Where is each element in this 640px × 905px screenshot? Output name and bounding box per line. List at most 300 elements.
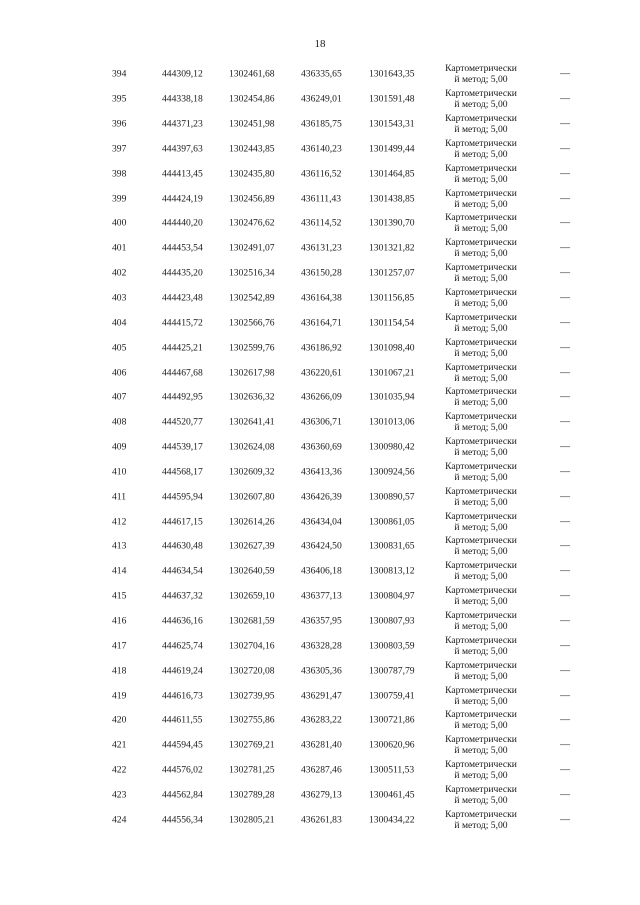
method-cell [437,660,525,682]
y-coordinate-1: 1302599,76 [229,342,275,354]
table-row [0,186,640,211]
table-row [0,782,640,807]
y-coordinate-1: 1302607,80 [229,491,275,503]
method-line-2: й метод; 5,00 [454,124,508,136]
method-cell [437,784,525,806]
dash-cell: — [560,690,570,702]
method-line-2: й метод; 5,00 [454,645,508,657]
method-line-1: Картометрически [445,386,517,398]
method-cell [437,212,525,234]
y-coordinate-1: 1302542,89 [229,292,275,304]
point-number: 402 [112,267,127,279]
y-coordinate-2: 1300980,42 [369,441,415,453]
dash-cell: — [560,217,570,229]
table-row [0,261,640,286]
method-cell [437,337,525,359]
table-row [0,509,640,534]
x-coordinate-1: 444338,18 [162,93,203,105]
table-row [0,733,640,758]
method-line-1: Картометрически [445,684,517,696]
x-coordinate-2: 436305,36 [301,665,342,677]
x-coordinate-1: 444625,74 [162,640,203,652]
method-cell [437,312,525,334]
x-coordinate-1: 444637,32 [162,590,203,602]
y-coordinate-2: 1301098,40 [369,342,415,354]
x-coordinate-2: 436131,23 [301,242,342,254]
y-coordinate-1: 1302805,21 [229,814,275,826]
point-number: 396 [112,118,127,130]
x-coordinate-1: 444492,95 [162,391,203,403]
x-coordinate-2: 436220,61 [301,367,342,379]
x-coordinate-1: 444440,20 [162,217,203,229]
y-coordinate-2: 1300434,22 [369,814,415,826]
method-line-1: Картометрически [445,709,517,721]
y-coordinate-1: 1302516,34 [229,267,275,279]
x-coordinate-2: 436434,04 [301,516,342,528]
x-coordinate-1: 444435,20 [162,267,203,279]
table-row [0,112,640,137]
coordinates-table [0,62,640,832]
method-cell [437,237,525,259]
method-line-2: й метод; 5,00 [454,372,508,384]
x-coordinate-2: 436357,95 [301,615,342,627]
method-line-1: Картометрически [445,535,517,547]
point-number: 421 [112,739,127,751]
dash-cell: — [560,143,570,155]
x-coordinate-2: 436281,40 [301,739,342,751]
method-cell [437,113,525,135]
method-line-1: Картометрически [445,734,517,746]
y-coordinate-1: 1302443,85 [229,143,275,155]
y-coordinate-1: 1302659,10 [229,590,275,602]
x-coordinate-1: 444397,63 [162,143,203,155]
x-coordinate-2: 436186,92 [301,342,342,354]
x-coordinate-1: 444424,19 [162,193,203,205]
method-cell [437,610,525,632]
x-coordinate-2: 436261,83 [301,814,342,826]
point-number: 417 [112,640,127,652]
dash-cell: — [560,491,570,503]
point-number: 419 [112,690,127,702]
point-number: 399 [112,193,127,205]
method-line-1: Картометрически [445,63,517,75]
method-cell [437,585,525,607]
table-row [0,137,640,162]
method-line-2: й метод; 5,00 [454,571,508,583]
y-coordinate-2: 1301067,21 [369,367,415,379]
x-coordinate-1: 444371,23 [162,118,203,130]
y-coordinate-1: 1302451,98 [229,118,275,130]
y-coordinate-1: 1302614,26 [229,516,275,528]
method-line-2: й метод; 5,00 [454,198,508,210]
method-line-2: й метод; 5,00 [454,99,508,111]
method-cell [437,461,525,483]
table-row [0,310,640,335]
y-coordinate-1: 1302739,95 [229,690,275,702]
x-coordinate-1: 444617,15 [162,516,203,528]
point-number: 405 [112,342,127,354]
y-coordinate-2: 1301643,35 [369,68,415,80]
method-line-1: Картометрически [445,634,517,646]
method-line-2: й метод; 5,00 [454,496,508,508]
dash-cell: — [560,416,570,428]
method-cell [437,188,525,210]
method-line-2: й метод; 5,00 [454,620,508,632]
table-row [0,435,640,460]
table-row [0,62,640,87]
method-line-2: й метод; 5,00 [454,521,508,533]
table-row [0,286,640,311]
x-coordinate-2: 436360,69 [301,441,342,453]
dash-cell: — [560,292,570,304]
x-coordinate-1: 444453,54 [162,242,203,254]
x-coordinate-2: 436249,01 [301,93,342,105]
y-coordinate-1: 1302476,62 [229,217,275,229]
y-coordinate-1: 1302640,59 [229,565,275,577]
method-line-2: й метод; 5,00 [454,74,508,86]
method-line-1: Картометрически [445,659,517,671]
point-number: 403 [112,292,127,304]
point-number: 406 [112,367,127,379]
x-coordinate-2: 436266,09 [301,391,342,403]
x-coordinate-1: 444634,54 [162,565,203,577]
x-coordinate-2: 436164,38 [301,292,342,304]
y-coordinate-1: 1302609,32 [229,466,275,478]
y-coordinate-2: 1301321,82 [369,242,415,254]
y-coordinate-1: 1302461,68 [229,68,275,80]
y-coordinate-2: 1300620,96 [369,739,415,751]
method-cell [437,88,525,110]
dash-cell: — [560,93,570,105]
method-cell [437,287,525,309]
method-line-2: й метод; 5,00 [454,794,508,806]
y-coordinate-2: 1301154,54 [369,317,415,329]
dash-cell: — [560,441,570,453]
table-row [0,758,640,783]
y-coordinate-2: 1301156,85 [369,292,415,304]
y-coordinate-2: 1301464,85 [369,168,415,180]
dash-cell: — [560,118,570,130]
point-number: 409 [112,441,127,453]
y-coordinate-2: 1300721,86 [369,714,415,726]
table-row [0,633,640,658]
x-coordinate-1: 444636,16 [162,615,203,627]
point-number: 424 [112,814,127,826]
table-row [0,161,640,186]
y-coordinate-1: 1302435,80 [229,168,275,180]
method-line-2: й метод; 5,00 [454,248,508,260]
method-line-1: Картометрически [445,783,517,795]
y-coordinate-2: 1301390,70 [369,217,415,229]
method-line-2: й метод; 5,00 [454,471,508,483]
x-coordinate-2: 436150,28 [301,267,342,279]
dash-cell: — [560,68,570,80]
x-coordinate-1: 444309,12 [162,68,203,80]
x-coordinate-1: 444616,73 [162,690,203,702]
method-line-2: й метод; 5,00 [454,397,508,409]
y-coordinate-1: 1302491,07 [229,242,275,254]
x-coordinate-2: 436377,13 [301,590,342,602]
method-cell [437,436,525,458]
dash-cell: — [560,789,570,801]
y-coordinate-1: 1302641,41 [229,416,275,428]
x-coordinate-2: 436413,36 [301,466,342,478]
x-coordinate-2: 436406,18 [301,565,342,577]
y-coordinate-1: 1302456,89 [229,193,275,205]
method-cell [437,685,525,707]
x-coordinate-1: 444423,48 [162,292,203,304]
y-coordinate-2: 1301499,44 [369,143,415,155]
method-cell [437,262,525,284]
y-coordinate-1: 1302789,28 [229,789,275,801]
method-line-2: й метод; 5,00 [454,720,508,732]
method-cell [437,362,525,384]
dash-cell: — [560,267,570,279]
point-number: 398 [112,168,127,180]
x-coordinate-1: 444594,45 [162,739,203,751]
x-coordinate-2: 436116,52 [301,168,342,180]
point-number: 423 [112,789,127,801]
method-line-2: й метод; 5,00 [454,298,508,310]
y-coordinate-2: 1300787,79 [369,665,415,677]
dash-cell: — [560,814,570,826]
point-number: 418 [112,665,127,677]
x-coordinate-1: 444539,17 [162,441,203,453]
x-coordinate-1: 444595,94 [162,491,203,503]
point-number: 420 [112,714,127,726]
method-line-2: й метод; 5,00 [454,422,508,434]
method-line-1: Картометрически [445,162,517,174]
x-coordinate-2: 436164,71 [301,317,342,329]
method-line-2: й метод; 5,00 [454,695,508,707]
method-line-2: й метод; 5,00 [454,322,508,334]
method-cell [437,709,525,731]
method-line-1: Картометрически [445,237,517,249]
method-line-2: й метод; 5,00 [454,148,508,160]
x-coordinate-2: 436335,65 [301,68,342,80]
x-coordinate-1: 444568,17 [162,466,203,478]
method-cell [437,411,525,433]
x-coordinate-2: 436426,39 [301,491,342,503]
y-coordinate-2: 1301013,06 [369,416,415,428]
x-coordinate-2: 436283,22 [301,714,342,726]
method-line-1: Картометрически [445,411,517,423]
y-coordinate-1: 1302636,32 [229,391,275,403]
y-coordinate-1: 1302704,16 [229,640,275,652]
point-number: 410 [112,466,127,478]
table-row [0,584,640,609]
y-coordinate-1: 1302781,25 [229,764,275,776]
y-coordinate-1: 1302566,76 [229,317,275,329]
y-coordinate-1: 1302627,39 [229,540,275,552]
y-coordinate-1: 1302755,86 [229,714,275,726]
method-cell [437,759,525,781]
y-coordinate-2: 1301591,48 [369,93,415,105]
y-coordinate-2: 1300803,59 [369,640,415,652]
y-coordinate-2: 1301257,07 [369,267,415,279]
method-line-1: Картометрически [445,460,517,472]
method-cell [437,535,525,557]
method-line-1: Картометрически [445,137,517,149]
method-line-2: й метод; 5,00 [454,447,508,459]
y-coordinate-2: 1300890,57 [369,491,415,503]
method-line-1: Картометрически [445,336,517,348]
dash-cell: — [560,714,570,726]
method-line-1: Картометрически [445,485,517,497]
table-row [0,559,640,584]
x-coordinate-2: 436306,71 [301,416,342,428]
table-row [0,807,640,832]
x-coordinate-2: 436140,23 [301,143,342,155]
method-line-1: Картометрически [445,361,517,373]
point-number: 412 [112,516,127,528]
x-coordinate-1: 444467,68 [162,367,203,379]
x-coordinate-2: 436291,47 [301,690,342,702]
y-coordinate-2: 1300813,12 [369,565,415,577]
table-row [0,385,640,410]
y-coordinate-2: 1301543,31 [369,118,415,130]
point-number: 400 [112,217,127,229]
y-coordinate-2: 1300461,45 [369,789,415,801]
x-coordinate-2: 436114,52 [301,217,342,229]
method-line-1: Картометрически [445,585,517,597]
method-line-2: й метод; 5,00 [454,819,508,831]
y-coordinate-2: 1301438,85 [369,193,415,205]
table-row [0,708,640,733]
method-line-1: Картометрически [445,311,517,323]
x-coordinate-2: 436424,50 [301,540,342,552]
table-row [0,360,640,385]
method-line-1: Картометрически [445,759,517,771]
y-coordinate-2: 1300511,53 [369,764,415,776]
dash-cell: — [560,193,570,205]
y-coordinate-2: 1301035,94 [369,391,415,403]
table-row [0,335,640,360]
x-coordinate-1: 444619,24 [162,665,203,677]
x-coordinate-1: 444556,34 [162,814,203,826]
point-number: 416 [112,615,127,627]
table-row [0,211,640,236]
method-line-2: й метод; 5,00 [454,745,508,757]
method-line-1: Картометрически [445,88,517,100]
point-number: 414 [112,565,127,577]
x-coordinate-2: 436185,75 [301,118,342,130]
point-number: 413 [112,540,127,552]
method-line-1: Картометрически [445,287,517,299]
dash-cell: — [560,739,570,751]
dash-cell: — [560,590,570,602]
dash-cell: — [560,317,570,329]
y-coordinate-1: 1302617,98 [229,367,275,379]
table-row [0,410,640,435]
dash-cell: — [560,540,570,552]
method-line-1: Картометрически [445,436,517,448]
x-coordinate-1: 444415,72 [162,317,203,329]
y-coordinate-1: 1302624,08 [229,441,275,453]
method-cell [437,734,525,756]
method-cell [437,635,525,657]
dash-cell: — [560,391,570,403]
method-cell [437,511,525,533]
method-cell [437,560,525,582]
x-coordinate-2: 436287,46 [301,764,342,776]
y-coordinate-2: 1300924,56 [369,466,415,478]
dash-cell: — [560,168,570,180]
method-line-2: й метод; 5,00 [454,173,508,185]
y-coordinate-2: 1300804,97 [369,590,415,602]
x-coordinate-2: 436111,43 [301,193,342,205]
table-row [0,683,640,708]
method-line-2: й метод; 5,00 [454,770,508,782]
point-number: 404 [112,317,127,329]
y-coordinate-2: 1300759,41 [369,690,415,702]
method-cell [437,63,525,85]
dash-cell: — [560,665,570,677]
method-cell [437,163,525,185]
table-row [0,534,640,559]
x-coordinate-1: 444520,77 [162,416,203,428]
y-coordinate-1: 1302681,59 [229,615,275,627]
method-line-2: й метод; 5,00 [454,347,508,359]
point-number: 407 [112,391,127,403]
dash-cell: — [560,640,570,652]
x-coordinate-1: 444562,84 [162,789,203,801]
table-row [0,658,640,683]
method-line-1: Картометрически [445,262,517,274]
x-coordinate-1: 444425,21 [162,342,203,354]
method-line-2: й метод; 5,00 [454,546,508,558]
dash-cell: — [560,342,570,354]
method-line-2: й метод; 5,00 [454,670,508,682]
y-coordinate-1: 1302769,21 [229,739,275,751]
method-cell [437,809,525,831]
method-line-2: й метод; 5,00 [454,596,508,608]
method-line-1: Картометрически [445,212,517,224]
dash-cell: — [560,367,570,379]
x-coordinate-2: 436279,13 [301,789,342,801]
point-number: 415 [112,590,127,602]
point-number: 394 [112,68,127,80]
method-line-2: й метод; 5,00 [454,223,508,235]
x-coordinate-1: 444576,02 [162,764,203,776]
x-coordinate-1: 444611,55 [162,714,203,726]
table-row [0,460,640,485]
method-line-2: й метод; 5,00 [454,273,508,285]
dash-cell: — [560,516,570,528]
method-line-1: Картометрически [445,609,517,621]
method-line-1: Картометрически [445,113,517,125]
dash-cell: — [560,466,570,478]
table-row [0,609,640,634]
y-coordinate-2: 1300831,65 [369,540,415,552]
point-number: 401 [112,242,127,254]
point-number: 411 [112,491,127,503]
point-number: 395 [112,93,127,105]
x-coordinate-1: 444413,45 [162,168,203,180]
table-row [0,484,640,509]
method-line-1: Картометрически [445,187,517,199]
page-number: 18 [314,38,326,50]
dash-cell: — [560,764,570,776]
method-cell [437,486,525,508]
table-row [0,236,640,261]
y-coordinate-1: 1302454,86 [229,93,275,105]
point-number: 408 [112,416,127,428]
point-number: 397 [112,143,127,155]
x-coordinate-1: 444630,48 [162,540,203,552]
method-cell [437,386,525,408]
dash-cell: — [560,615,570,627]
